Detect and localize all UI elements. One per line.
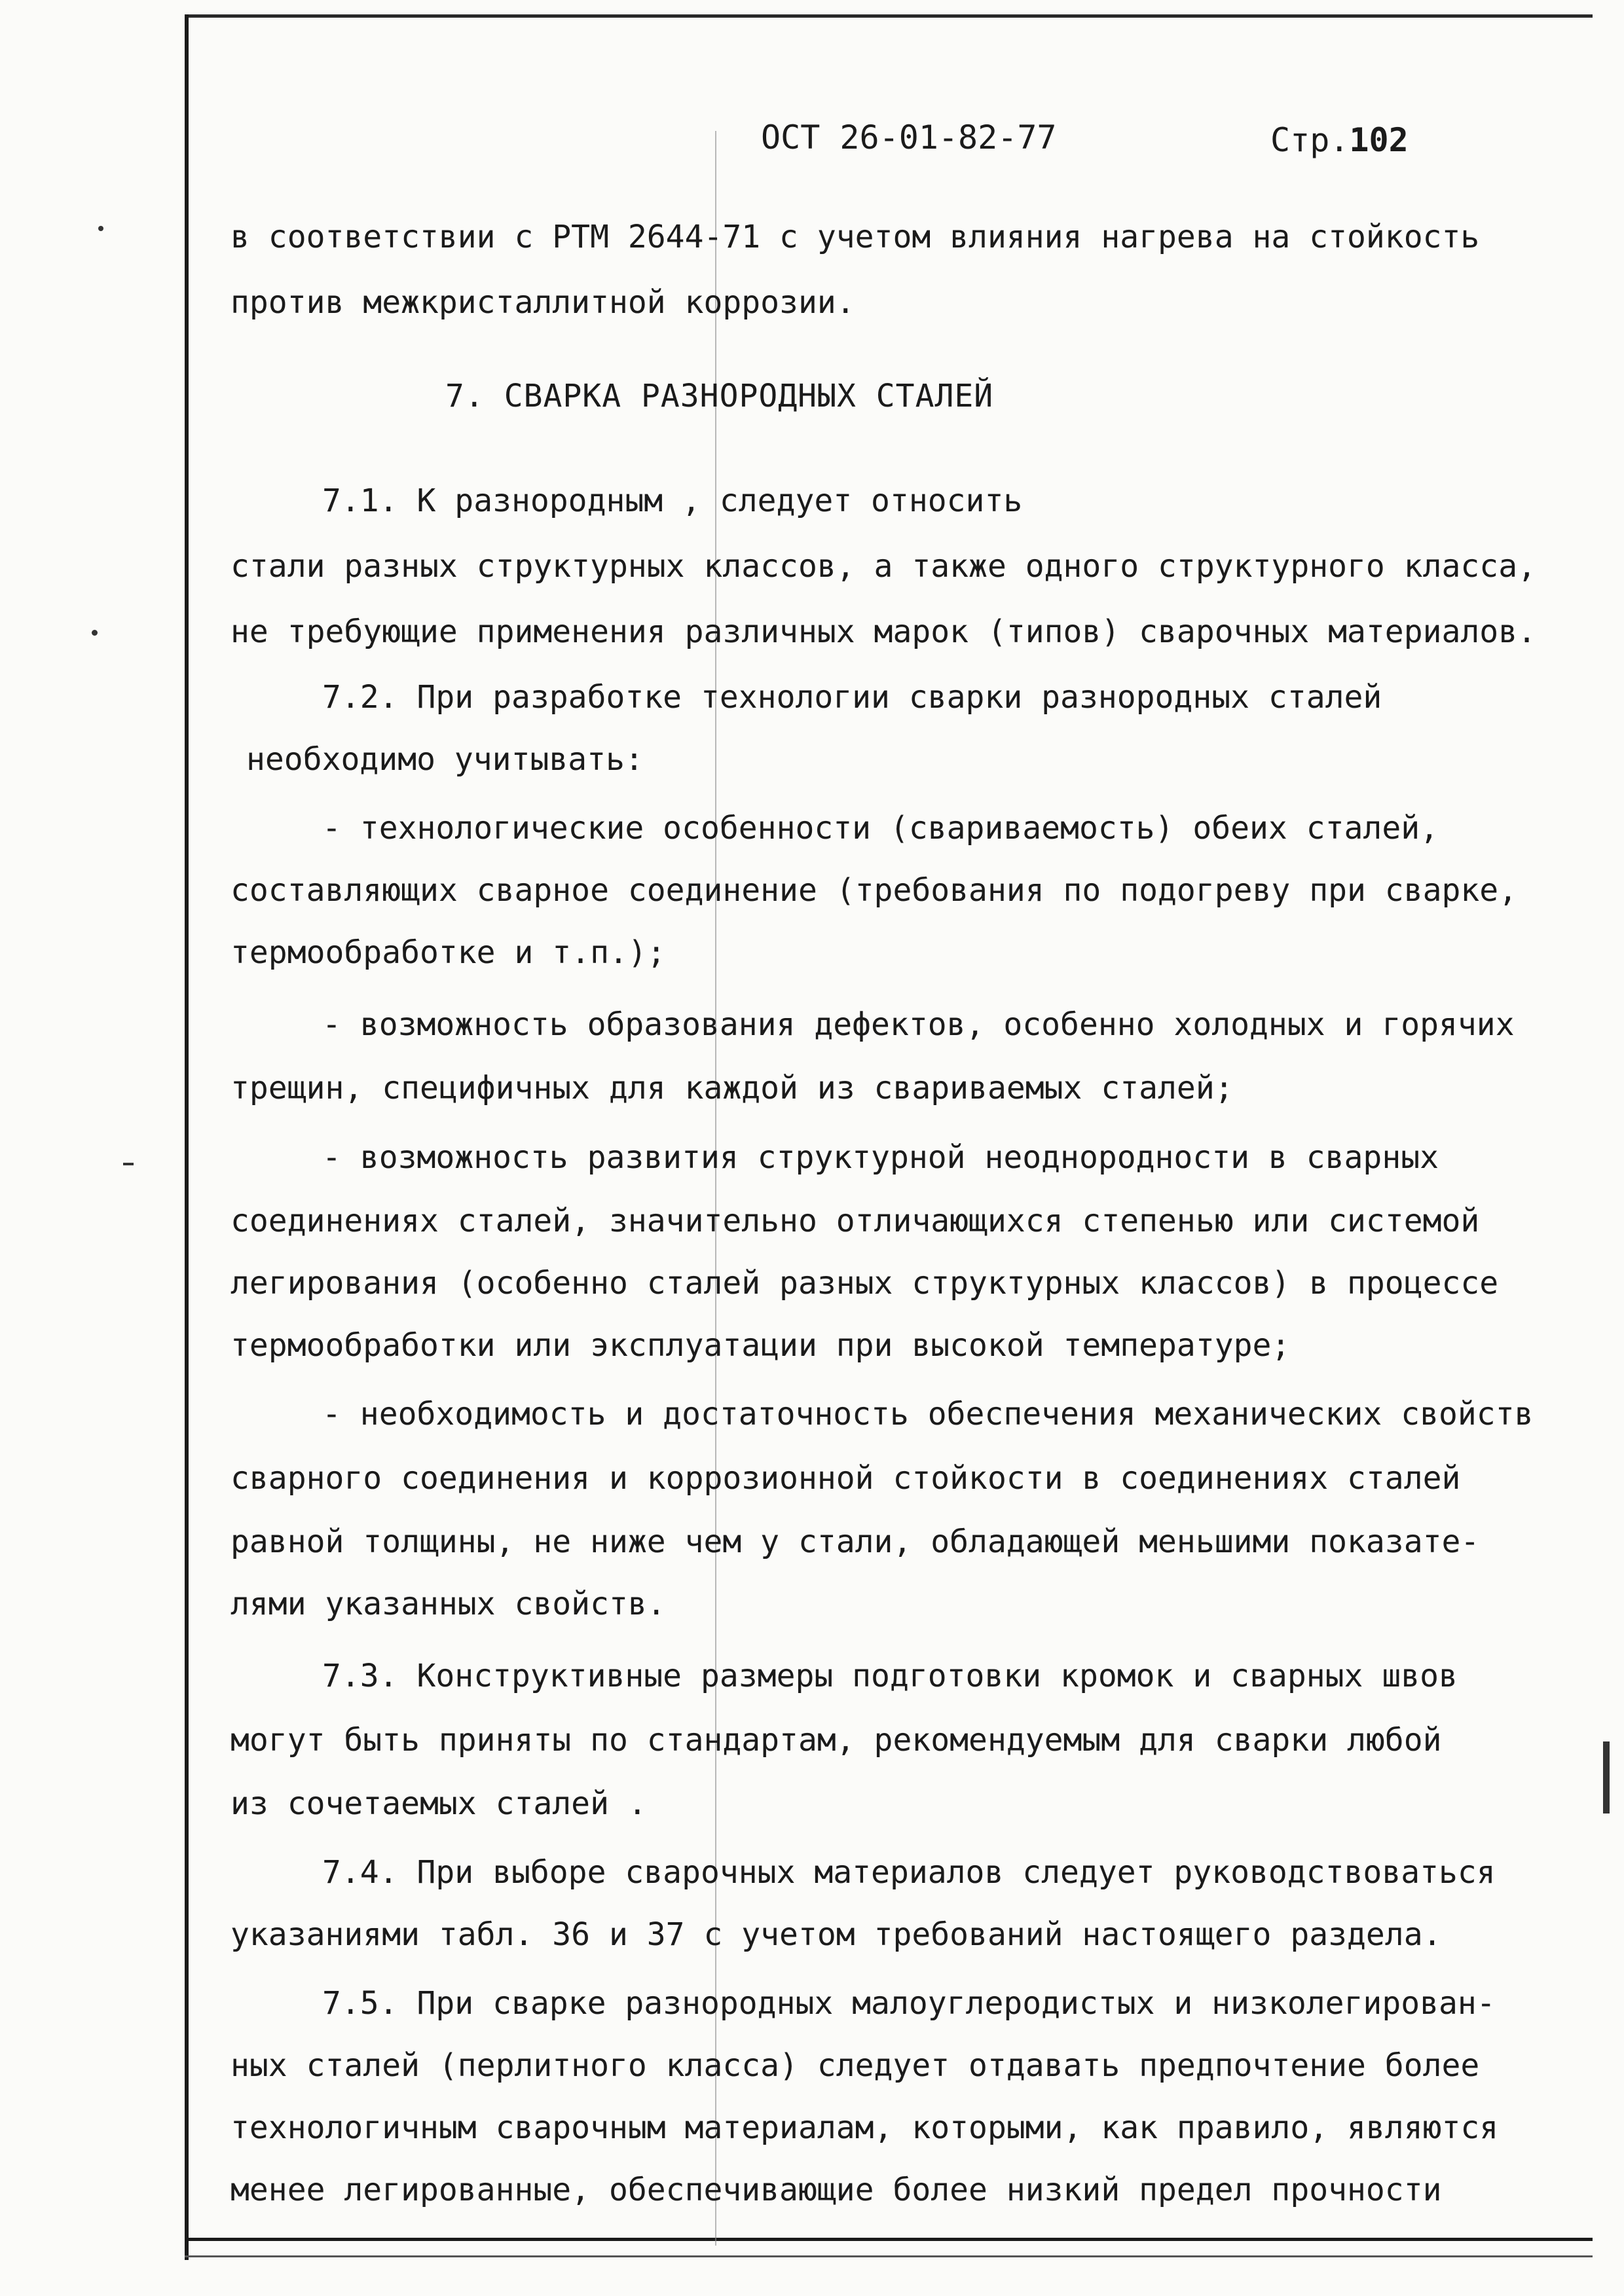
- text-line: термообработки или эксплуатации при высокой температуре;: [231, 1327, 1291, 1364]
- list-item: - возможность развития структурной неоднородности в сварных: [322, 1139, 1439, 1176]
- list-item: - необходимость и достаточность обеспечения механических свойств: [322, 1396, 1534, 1432]
- text-line: легирования (особенно сталей разных структурных классов) в процессе: [231, 1265, 1499, 1302]
- page-border-top: [185, 14, 1593, 18]
- ink-speck: [92, 630, 98, 636]
- text-line: из сочетаемых сталей .: [231, 1785, 647, 1822]
- text-line: необходимо учитывать:: [246, 741, 644, 778]
- paragraph-7-1: 7.1. К разнородным , следует относить: [322, 483, 1023, 519]
- paragraph-7-2: 7.2. При разработке технологии сварки разнородных сталей: [322, 679, 1382, 716]
- text-line: против межкристаллитной коррозии.: [231, 284, 855, 321]
- text-line: в соответствии с РТМ 2644-71 с учетом влияния нагрева на стойкость: [231, 219, 1480, 255]
- text-line: лями указанных свойств.: [231, 1586, 666, 1622]
- text-line: могут быть приняты по стандартам, рекомендуемым для сварки любой: [231, 1722, 1442, 1758]
- page-border-left: [185, 14, 189, 2260]
- page-border-bottom: [185, 2238, 1593, 2241]
- text-line: составляющих сварное соединение (требования по подогреву при сварке,: [231, 872, 1518, 909]
- list-item: - возможность образования дефектов, особенно холодных и горячих: [322, 1006, 1515, 1043]
- text-line: ных сталей (перлитного класса) следует отдавать предпочтение более: [231, 2047, 1480, 2084]
- list-item: - технологические особенности (свариваемость) обеих сталей,: [322, 810, 1439, 847]
- text-line: трещин, специфичных для каждой из свариваемых сталей;: [231, 1070, 1234, 1106]
- text-line: равной толщины, не ниже чем у стали, обладающей меньшими показате-: [231, 1523, 1480, 1560]
- text-line: сварного соединения и коррозионной стойкости в соединениях сталей: [231, 1460, 1461, 1497]
- text-line: стали разных структурных классов, а также одного структурного класса,: [231, 548, 1536, 585]
- document-code: ОСТ 26-01-82-77: [761, 118, 1057, 156]
- page-number: [1270, 107, 1409, 173]
- paragraph-7-3: 7.3. Конструктивные размеры подготовки кромок и сварных швов: [322, 1658, 1458, 1694]
- page-border-bottom-secondary: [185, 2255, 1593, 2257]
- section-title: 7. СВАРКА РАЗНОРОДНЫХ СТАЛЕЙ: [445, 378, 994, 414]
- page-number-value: 102: [1349, 121, 1409, 159]
- page-label: Стр.: [1270, 121, 1350, 159]
- ink-speck: [98, 226, 103, 231]
- text-line: менее легированные, обеспечивающие более низкий предел прочности: [231, 2172, 1442, 2208]
- ink-mark-right-margin: [1603, 1741, 1610, 1813]
- text-line: не требующие применения различных марок (типов) сварочных материалов.: [231, 613, 1536, 650]
- text-line: термообработке и т.п.);: [231, 934, 666, 971]
- ink-speck: [123, 1163, 134, 1165]
- text-line: технологичным сварочным материалам, которыми, как правило, являются: [231, 2109, 1499, 2146]
- paragraph-7-4: 7.4. При выборе сварочных материалов следует руководствоваться: [322, 1854, 1496, 1891]
- text-line: соединениях сталей, значительно отличающихся степенью или системой: [231, 1203, 1480, 1239]
- paragraph-7-5: 7.5. При сварке разнородных малоуглеродистых и низколегирован-: [322, 1985, 1496, 2022]
- text-line: указаниями табл. 36 и 37 с учетом требований настоящего раздела.: [231, 1916, 1442, 1953]
